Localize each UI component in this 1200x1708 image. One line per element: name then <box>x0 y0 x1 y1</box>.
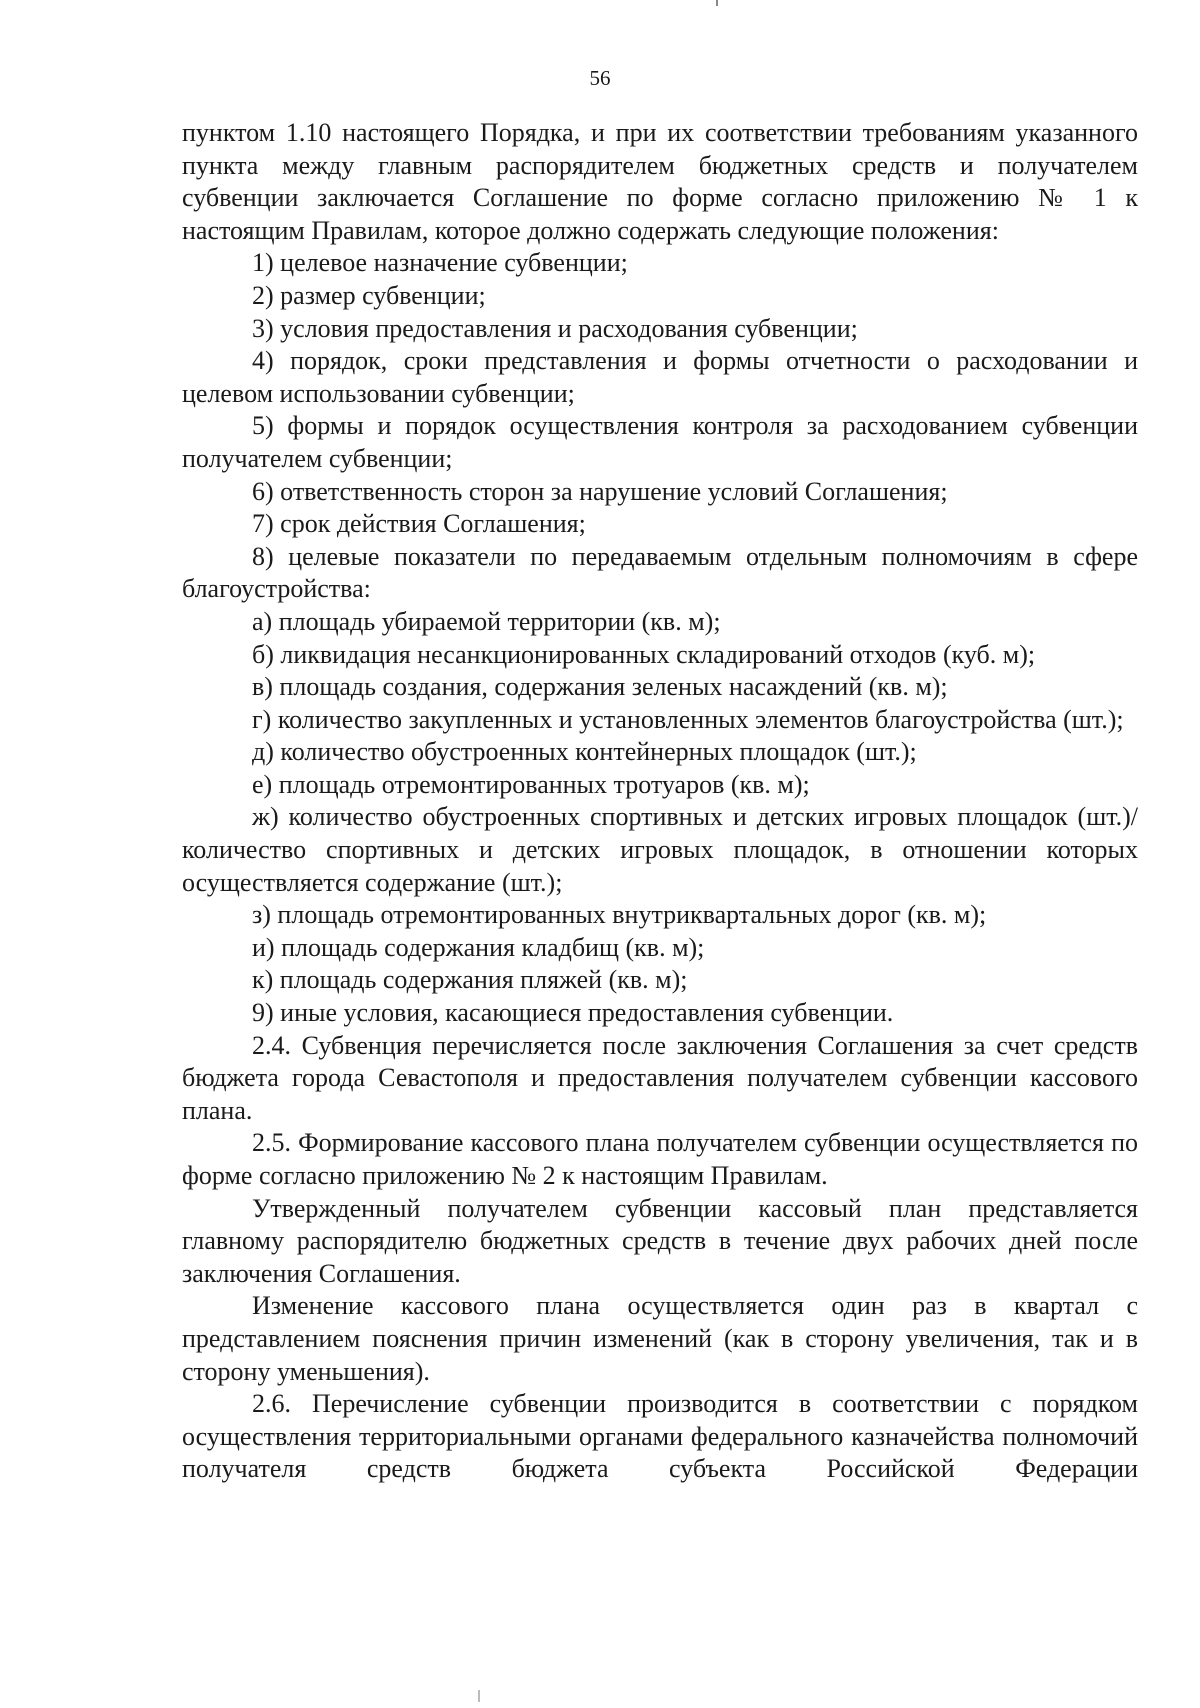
paragraph-intro: пунктом 1.10 настоящего Порядка, и при их соответствии требованиям указанного пункта между главным распорядителем бюджетных средств и получателем субвенции заключается Соглашение по форме согласно приложению № 1 к настоящим Правилам, которое должно содержать следующие положения: <box>182 118 1138 245</box>
sub-item-k: к) площадь содержания пляжей (кв. м); <box>252 965 688 995</box>
scan-artifact-bottom <box>478 1690 480 1702</box>
sub-item-i: и) площадь содержания кладбищ (кв. м); <box>252 932 705 962</box>
list-item-8: 8) целевые показатели по передаваемым отдельным полномочиям в сфере благоустройства: <box>182 541 1138 604</box>
sub-item-e: е) площадь отремонтированных тротуаров (кв. м); <box>252 769 810 799</box>
list-item-1: 1) целевое назначение субвенции; <box>252 248 628 278</box>
paragraph-cash-plan-approval: Утвержденный получателем субвенции кассовый план представляется главному распорядителю бюджетных средств в течение двух рабочих дней после заключения Соглашения. <box>182 1193 1138 1288</box>
list-item-7: 7) срок действия Соглашения; <box>252 509 586 539</box>
list-item-9: 9) иные условия, касающиеся предоставления субвенции. <box>252 998 894 1028</box>
list-item-2: 2) размер субвенции; <box>252 280 486 310</box>
clause-2-4: 2.4. Субвенция перечисляется после заключения Соглашения за счет средств бюджета города Севастополя и предоставления получателем субвенции кассового плана. <box>182 1030 1138 1125</box>
document-body <box>182 117 1138 1486</box>
clause-2-5: 2.5. Формирование кассового плана получателем субвенции осуществляется по форме согласно приложению № 2 к настоящим Правилам. <box>182 1128 1138 1190</box>
list-item-5: 5) формы и порядок осуществления контроля за расходованием субвенции получателем субвенции; <box>182 411 1138 473</box>
sub-item-g: г) количество закупленных и установленных элементов благоустройства (шт.); <box>252 704 1124 734</box>
list-item-4: 4) порядок, сроки представления и формы отчетности о расходовании и целевом использовании субвенции; <box>182 346 1138 408</box>
sub-item-d: д) количество обустроенных контейнерных площадок (шт.); <box>252 737 917 767</box>
page-number: 56 <box>589 66 611 90</box>
clause-2-6: 2.6. Перечисление субвенции производится в соответствии с порядком осуществления территориальными органами федерального казначейства полномочий получателя средств бюджета субъекта Российской Федерации <box>182 1389 1138 1484</box>
list-item-3: 3) условия предоставления и расходования субвенции; <box>252 313 858 343</box>
sub-item-a: а) площадь убираемой территории (кв. м); <box>252 606 721 636</box>
sub-item-z: з) площадь отремонтированных внутриквартальных дорог (кв. м); <box>252 900 987 930</box>
paragraph-cash-plan-change: Изменение кассового плана осуществляется один раз в квартал с представлением пояснения причин изменений (как в сторону увеличения, так и в сторону уменьшения). <box>182 1291 1138 1386</box>
scan-artifact-top <box>716 0 718 6</box>
sub-item-b: б) ликвидация несанкционированных складирований отходов (куб. м); <box>252 639 1036 669</box>
list-item-6: 6) ответственность сторон за нарушение условий Соглашения; <box>252 476 948 506</box>
sub-item-v: в) площадь создания, содержания зеленых насаждений (кв. м); <box>252 672 948 702</box>
sub-item-zh: ж) количество обустроенных спортивных и детских игровых площадок (шт.)/количество спортивных и детских игровых площадок, в отношении которых осуществляется содержание (шт.); <box>182 802 1138 897</box>
